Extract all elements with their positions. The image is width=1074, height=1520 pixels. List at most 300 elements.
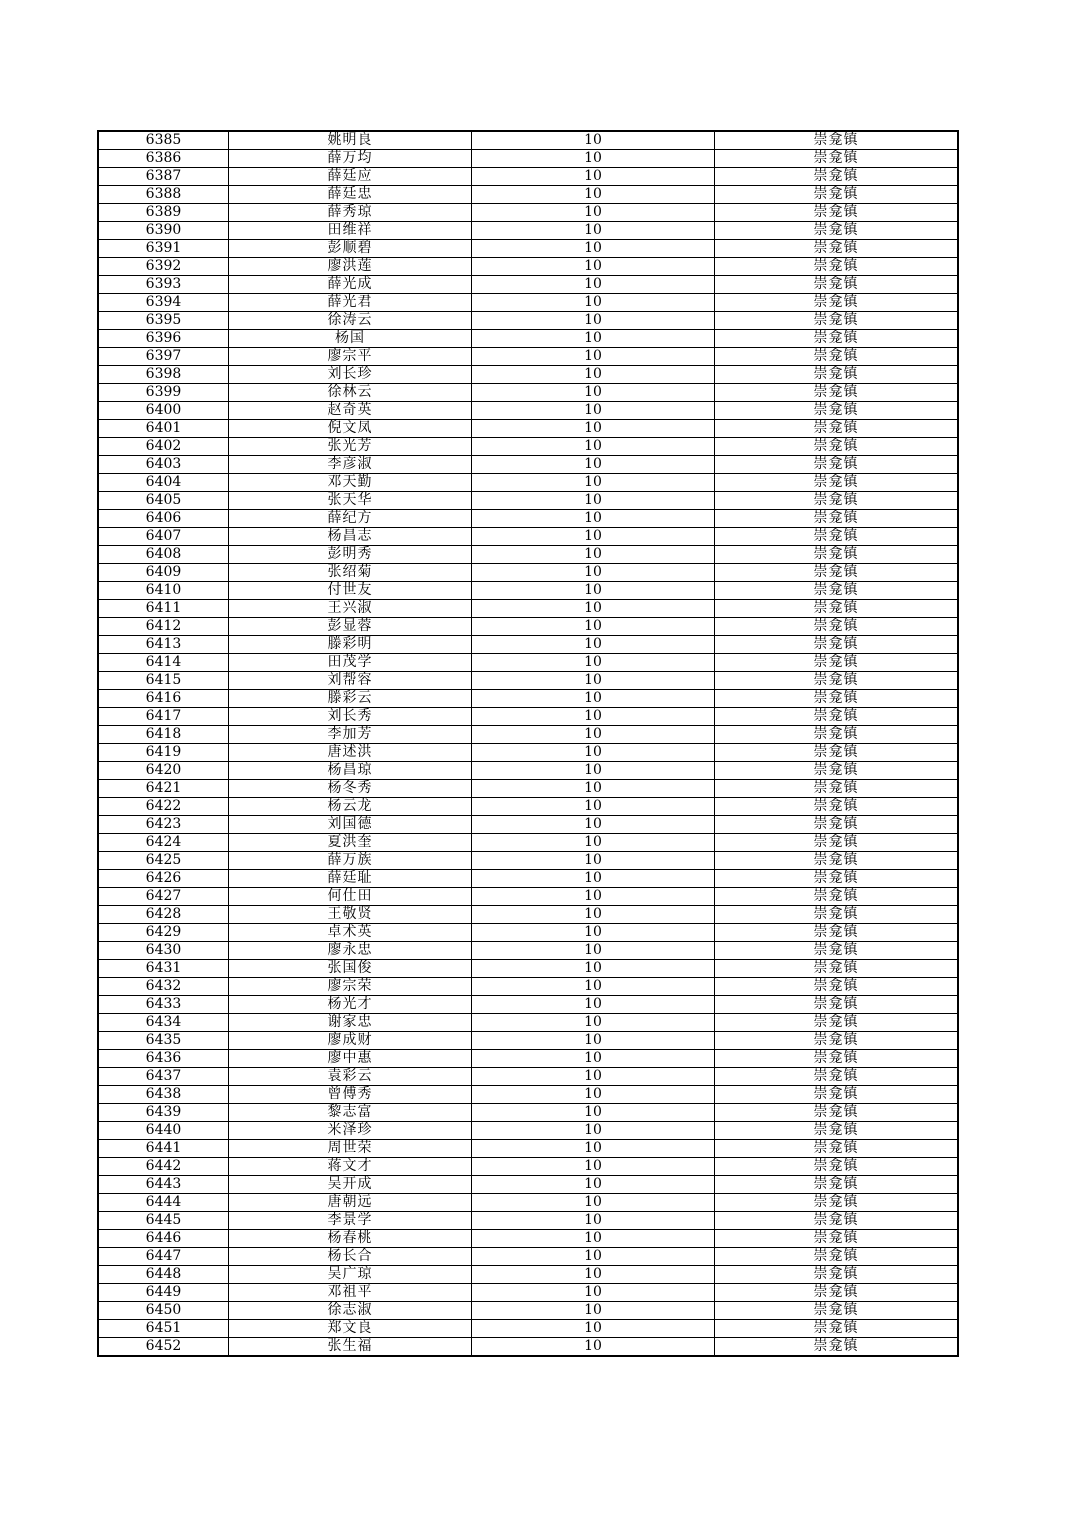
town-cell: 崇龛镇 xyxy=(715,1266,959,1284)
table-row xyxy=(98,816,958,834)
row-number-cell: 6396 xyxy=(98,330,229,348)
row-number-cell: 6390 xyxy=(98,222,229,240)
town-cell: 崇龛镇 xyxy=(715,131,959,150)
row-number-cell: 6417 xyxy=(98,708,229,726)
table-row xyxy=(98,978,958,996)
name-cell: 滕彩明 xyxy=(229,636,472,654)
town-cell: 崇龛镇 xyxy=(715,276,959,294)
amount-cell: 10 xyxy=(472,1104,715,1122)
table-row xyxy=(98,1140,958,1158)
table-row xyxy=(98,1302,958,1320)
amount-cell: 10 xyxy=(472,1122,715,1140)
row-number-cell: 6432 xyxy=(98,978,229,996)
amount-cell: 10 xyxy=(472,852,715,870)
row-number-cell: 6425 xyxy=(98,852,229,870)
name-cell: 李景学 xyxy=(229,1212,472,1230)
row-number-cell: 6405 xyxy=(98,492,229,510)
town-cell: 崇龛镇 xyxy=(715,1230,959,1248)
amount-cell: 10 xyxy=(472,564,715,582)
table-row xyxy=(98,1194,958,1212)
town-cell: 崇龛镇 xyxy=(715,870,959,888)
row-number-cell: 6440 xyxy=(98,1122,229,1140)
name-cell: 唐朝远 xyxy=(229,1194,472,1212)
name-cell: 曾傅秀 xyxy=(229,1086,472,1104)
table-row xyxy=(98,1068,958,1086)
amount-cell: 10 xyxy=(472,1086,715,1104)
amount-cell: 10 xyxy=(472,150,715,168)
row-number-cell: 6431 xyxy=(98,960,229,978)
row-number-cell: 6428 xyxy=(98,906,229,924)
name-cell: 徐林云 xyxy=(229,384,472,402)
row-number-cell: 6449 xyxy=(98,1284,229,1302)
name-cell: 杨云龙 xyxy=(229,798,472,816)
town-cell: 崇龛镇 xyxy=(715,258,959,276)
town-cell: 崇龛镇 xyxy=(715,654,959,672)
amount-cell: 10 xyxy=(472,294,715,312)
name-cell: 廖宗平 xyxy=(229,348,472,366)
row-number-cell: 6408 xyxy=(98,546,229,564)
table-row xyxy=(98,960,958,978)
row-number-cell: 6438 xyxy=(98,1086,229,1104)
amount-cell: 10 xyxy=(472,222,715,240)
name-cell: 杨国 xyxy=(229,330,472,348)
town-cell: 崇龛镇 xyxy=(715,240,959,258)
town-cell: 崇龛镇 xyxy=(715,834,959,852)
table-row xyxy=(98,852,958,870)
name-cell: 薛万均 xyxy=(229,150,472,168)
amount-cell: 10 xyxy=(472,546,715,564)
roster-table xyxy=(97,130,959,1357)
row-number-cell: 6415 xyxy=(98,672,229,690)
row-number-cell: 6439 xyxy=(98,1104,229,1122)
amount-cell: 10 xyxy=(472,438,715,456)
row-number-cell: 6388 xyxy=(98,186,229,204)
amount-cell: 10 xyxy=(472,600,715,618)
amount-cell: 10 xyxy=(472,1248,715,1266)
row-number-cell: 6419 xyxy=(98,744,229,762)
row-number-cell: 6435 xyxy=(98,1032,229,1050)
row-number-cell: 6395 xyxy=(98,312,229,330)
amount-cell: 10 xyxy=(472,510,715,528)
table-row xyxy=(98,222,958,240)
town-cell: 崇龛镇 xyxy=(715,1248,959,1266)
table-row xyxy=(98,1284,958,1302)
town-cell: 崇龛镇 xyxy=(715,330,959,348)
name-cell: 徐志淑 xyxy=(229,1302,472,1320)
table-row xyxy=(98,798,958,816)
amount-cell: 10 xyxy=(472,492,715,510)
town-cell: 崇龛镇 xyxy=(715,510,959,528)
name-cell: 薛廷应 xyxy=(229,168,472,186)
amount-cell: 10 xyxy=(472,384,715,402)
row-number-cell: 6441 xyxy=(98,1140,229,1158)
amount-cell: 10 xyxy=(472,888,715,906)
town-cell: 崇龛镇 xyxy=(715,582,959,600)
amount-cell: 10 xyxy=(472,1320,715,1338)
town-cell: 崇龛镇 xyxy=(715,564,959,582)
town-cell: 崇龛镇 xyxy=(715,348,959,366)
row-number-cell: 6403 xyxy=(98,456,229,474)
amount-cell: 10 xyxy=(472,456,715,474)
town-cell: 崇龛镇 xyxy=(715,474,959,492)
row-number-cell: 6451 xyxy=(98,1320,229,1338)
name-cell: 赵奇英 xyxy=(229,402,472,420)
name-cell: 王敬贤 xyxy=(229,906,472,924)
table-row xyxy=(98,870,958,888)
town-cell: 崇龛镇 xyxy=(715,1194,959,1212)
table-row xyxy=(98,312,958,330)
town-cell: 崇龛镇 xyxy=(715,726,959,744)
table-row xyxy=(98,330,958,348)
table-row xyxy=(98,402,958,420)
town-cell: 崇龛镇 xyxy=(715,888,959,906)
row-number-cell: 6434 xyxy=(98,1014,229,1032)
row-number-cell: 6404 xyxy=(98,474,229,492)
row-number-cell: 6410 xyxy=(98,582,229,600)
row-number-cell: 6427 xyxy=(98,888,229,906)
table-row xyxy=(98,654,958,672)
table-row xyxy=(98,726,958,744)
town-cell: 崇龛镇 xyxy=(715,708,959,726)
table-row xyxy=(98,1086,958,1104)
row-number-cell: 6391 xyxy=(98,240,229,258)
amount-cell: 10 xyxy=(472,582,715,600)
name-cell: 吴广琼 xyxy=(229,1266,472,1284)
amount-cell: 10 xyxy=(472,654,715,672)
town-cell: 崇龛镇 xyxy=(715,960,959,978)
table-row xyxy=(98,582,958,600)
table-row xyxy=(98,1122,958,1140)
amount-cell: 10 xyxy=(472,1230,715,1248)
town-cell: 崇龛镇 xyxy=(715,852,959,870)
town-cell: 崇龛镇 xyxy=(715,294,959,312)
amount-cell: 10 xyxy=(472,636,715,654)
town-cell: 崇龛镇 xyxy=(715,1212,959,1230)
row-number-cell: 6433 xyxy=(98,996,229,1014)
row-number-cell: 6446 xyxy=(98,1230,229,1248)
table-row xyxy=(98,618,958,636)
amount-cell: 10 xyxy=(472,1302,715,1320)
row-number-cell: 6416 xyxy=(98,690,229,708)
name-cell: 张光芳 xyxy=(229,438,472,456)
row-number-cell: 6407 xyxy=(98,528,229,546)
table-row xyxy=(98,384,958,402)
amount-cell: 10 xyxy=(472,726,715,744)
town-cell: 崇龛镇 xyxy=(715,1050,959,1068)
name-cell: 杨光才 xyxy=(229,996,472,1014)
table-row xyxy=(98,456,958,474)
amount-cell: 10 xyxy=(472,618,715,636)
town-cell: 崇龛镇 xyxy=(715,186,959,204)
town-cell: 崇龛镇 xyxy=(715,1086,959,1104)
row-number-cell: 6421 xyxy=(98,780,229,798)
name-cell: 付世友 xyxy=(229,582,472,600)
table-row xyxy=(98,1104,958,1122)
amount-cell: 10 xyxy=(472,348,715,366)
table-row xyxy=(98,348,958,366)
town-cell: 崇龛镇 xyxy=(715,798,959,816)
name-cell: 薛纪方 xyxy=(229,510,472,528)
amount-cell: 10 xyxy=(472,1032,715,1050)
row-number-cell: 6406 xyxy=(98,510,229,528)
amount-cell: 10 xyxy=(472,942,715,960)
table-row xyxy=(98,924,958,942)
row-number-cell: 6409 xyxy=(98,564,229,582)
name-cell: 廖中惠 xyxy=(229,1050,472,1068)
town-cell: 崇龛镇 xyxy=(715,1302,959,1320)
amount-cell: 10 xyxy=(472,258,715,276)
table-row xyxy=(98,1320,958,1338)
table-row xyxy=(98,1338,958,1357)
town-cell: 崇龛镇 xyxy=(715,690,959,708)
name-cell: 薛万族 xyxy=(229,852,472,870)
name-cell: 薛光君 xyxy=(229,294,472,312)
town-cell: 崇龛镇 xyxy=(715,1068,959,1086)
name-cell: 廖宗荣 xyxy=(229,978,472,996)
row-number-cell: 6442 xyxy=(98,1158,229,1176)
name-cell: 李彦淑 xyxy=(229,456,472,474)
town-cell: 崇龛镇 xyxy=(715,384,959,402)
town-cell: 崇龛镇 xyxy=(715,312,959,330)
name-cell: 谢家忠 xyxy=(229,1014,472,1032)
town-cell: 崇龛镇 xyxy=(715,1338,959,1357)
table-row xyxy=(98,906,958,924)
town-cell: 崇龛镇 xyxy=(715,1122,959,1140)
amount-cell: 10 xyxy=(472,1050,715,1068)
amount-cell: 10 xyxy=(472,186,715,204)
name-cell: 李加芳 xyxy=(229,726,472,744)
row-number-cell: 6436 xyxy=(98,1050,229,1068)
amount-cell: 10 xyxy=(472,834,715,852)
amount-cell: 10 xyxy=(472,402,715,420)
amount-cell: 10 xyxy=(472,960,715,978)
town-cell: 崇龛镇 xyxy=(715,744,959,762)
name-cell: 薛廷耻 xyxy=(229,870,472,888)
amount-cell: 10 xyxy=(472,528,715,546)
name-cell: 夏洪奎 xyxy=(229,834,472,852)
town-cell: 崇龛镇 xyxy=(715,618,959,636)
name-cell: 王兴淑 xyxy=(229,600,472,618)
amount-cell: 10 xyxy=(472,996,715,1014)
name-cell: 彭明秀 xyxy=(229,546,472,564)
amount-cell: 10 xyxy=(472,816,715,834)
town-cell: 崇龛镇 xyxy=(715,402,959,420)
table-row xyxy=(98,1032,958,1050)
name-cell: 张天华 xyxy=(229,492,472,510)
amount-cell: 10 xyxy=(472,1212,715,1230)
name-cell: 薛秀琼 xyxy=(229,204,472,222)
row-number-cell: 6424 xyxy=(98,834,229,852)
name-cell: 杨昌琼 xyxy=(229,762,472,780)
name-cell: 田维祥 xyxy=(229,222,472,240)
table-row xyxy=(98,888,958,906)
town-cell: 崇龛镇 xyxy=(715,150,959,168)
amount-cell: 10 xyxy=(472,366,715,384)
name-cell: 姚明良 xyxy=(229,131,472,150)
amount-cell: 10 xyxy=(472,240,715,258)
name-cell: 刘长秀 xyxy=(229,708,472,726)
table-row xyxy=(98,294,958,312)
name-cell: 何仕田 xyxy=(229,888,472,906)
amount-cell: 10 xyxy=(472,1194,715,1212)
amount-cell: 10 xyxy=(472,330,715,348)
amount-cell: 10 xyxy=(472,1176,715,1194)
table-row xyxy=(98,600,958,618)
table-row xyxy=(98,744,958,762)
town-cell: 崇龛镇 xyxy=(715,906,959,924)
town-cell: 崇龛镇 xyxy=(715,942,959,960)
name-cell: 周世荣 xyxy=(229,1140,472,1158)
name-cell: 刘帮容 xyxy=(229,672,472,690)
table-row xyxy=(98,672,958,690)
row-number-cell: 6402 xyxy=(98,438,229,456)
row-number-cell: 6393 xyxy=(98,276,229,294)
town-cell: 崇龛镇 xyxy=(715,600,959,618)
roster-body xyxy=(98,131,958,1356)
table-row xyxy=(98,708,958,726)
name-cell: 廖成财 xyxy=(229,1032,472,1050)
town-cell: 崇龛镇 xyxy=(715,438,959,456)
amount-cell: 10 xyxy=(472,1014,715,1032)
name-cell: 杨昌志 xyxy=(229,528,472,546)
name-cell: 倪文凤 xyxy=(229,420,472,438)
name-cell: 徐涛云 xyxy=(229,312,472,330)
town-cell: 崇龛镇 xyxy=(715,1140,959,1158)
row-number-cell: 6389 xyxy=(98,204,229,222)
town-cell: 崇龛镇 xyxy=(715,204,959,222)
table-row xyxy=(98,168,958,186)
table-row xyxy=(98,1050,958,1068)
row-number-cell: 6420 xyxy=(98,762,229,780)
town-cell: 崇龛镇 xyxy=(715,1014,959,1032)
name-cell: 黎志富 xyxy=(229,1104,472,1122)
table-row xyxy=(98,474,958,492)
amount-cell: 10 xyxy=(472,276,715,294)
town-cell: 崇龛镇 xyxy=(715,222,959,240)
row-number-cell: 6430 xyxy=(98,942,229,960)
town-cell: 崇龛镇 xyxy=(715,492,959,510)
table-row xyxy=(98,834,958,852)
name-cell: 刘长珍 xyxy=(229,366,472,384)
name-cell: 张国俊 xyxy=(229,960,472,978)
name-cell: 袁彩云 xyxy=(229,1068,472,1086)
town-cell: 崇龛镇 xyxy=(715,528,959,546)
table-row xyxy=(98,528,958,546)
name-cell: 彭顺碧 xyxy=(229,240,472,258)
table-row xyxy=(98,510,958,528)
town-cell: 崇龛镇 xyxy=(715,636,959,654)
name-cell: 蒋文才 xyxy=(229,1158,472,1176)
row-number-cell: 6414 xyxy=(98,654,229,672)
name-cell: 吴开成 xyxy=(229,1176,472,1194)
amount-cell: 10 xyxy=(472,1068,715,1086)
amount-cell: 10 xyxy=(472,1158,715,1176)
amount-cell: 10 xyxy=(472,672,715,690)
table-row xyxy=(98,366,958,384)
row-number-cell: 6423 xyxy=(98,816,229,834)
amount-cell: 10 xyxy=(472,762,715,780)
row-number-cell: 6400 xyxy=(98,402,229,420)
amount-cell: 10 xyxy=(472,131,715,150)
table-row xyxy=(98,1176,958,1194)
town-cell: 崇龛镇 xyxy=(715,546,959,564)
town-cell: 崇龛镇 xyxy=(715,1032,959,1050)
name-cell: 杨长合 xyxy=(229,1248,472,1266)
table-row xyxy=(98,204,958,222)
table-row xyxy=(98,942,958,960)
table-row xyxy=(98,1266,958,1284)
town-cell: 崇龛镇 xyxy=(715,672,959,690)
name-cell: 彭显蓉 xyxy=(229,618,472,636)
row-number-cell: 6385 xyxy=(98,131,229,150)
table-row xyxy=(98,996,958,1014)
row-number-cell: 6418 xyxy=(98,726,229,744)
row-number-cell: 6452 xyxy=(98,1338,229,1357)
amount-cell: 10 xyxy=(472,690,715,708)
table-row xyxy=(98,240,958,258)
name-cell: 郑文良 xyxy=(229,1320,472,1338)
amount-cell: 10 xyxy=(472,798,715,816)
amount-cell: 10 xyxy=(472,474,715,492)
row-number-cell: 6443 xyxy=(98,1176,229,1194)
town-cell: 崇龛镇 xyxy=(715,420,959,438)
row-number-cell: 6401 xyxy=(98,420,229,438)
name-cell: 田茂学 xyxy=(229,654,472,672)
table-row xyxy=(98,150,958,168)
table-row xyxy=(98,258,958,276)
town-cell: 崇龛镇 xyxy=(715,1284,959,1302)
amount-cell: 10 xyxy=(472,168,715,186)
amount-cell: 10 xyxy=(472,780,715,798)
amount-cell: 10 xyxy=(472,708,715,726)
amount-cell: 10 xyxy=(472,924,715,942)
table-row xyxy=(98,1230,958,1248)
table-row xyxy=(98,438,958,456)
table-row xyxy=(98,1212,958,1230)
name-cell: 邓祖平 xyxy=(229,1284,472,1302)
town-cell: 崇龛镇 xyxy=(715,816,959,834)
table-row xyxy=(98,1014,958,1032)
row-number-cell: 6447 xyxy=(98,1248,229,1266)
row-number-cell: 6387 xyxy=(98,168,229,186)
row-number-cell: 6448 xyxy=(98,1266,229,1284)
name-cell: 唐述洪 xyxy=(229,744,472,762)
row-number-cell: 6392 xyxy=(98,258,229,276)
amount-cell: 10 xyxy=(472,1140,715,1158)
amount-cell: 10 xyxy=(472,870,715,888)
name-cell: 张生福 xyxy=(229,1338,472,1357)
row-number-cell: 6397 xyxy=(98,348,229,366)
amount-cell: 10 xyxy=(472,420,715,438)
row-number-cell: 6444 xyxy=(98,1194,229,1212)
town-cell: 崇龛镇 xyxy=(715,996,959,1014)
name-cell: 薛光成 xyxy=(229,276,472,294)
town-cell: 崇龛镇 xyxy=(715,168,959,186)
row-number-cell: 6450 xyxy=(98,1302,229,1320)
table-row xyxy=(98,186,958,204)
table-row xyxy=(98,636,958,654)
town-cell: 崇龛镇 xyxy=(715,1320,959,1338)
town-cell: 崇龛镇 xyxy=(715,456,959,474)
row-number-cell: 6398 xyxy=(98,366,229,384)
town-cell: 崇龛镇 xyxy=(715,924,959,942)
town-cell: 崇龛镇 xyxy=(715,1176,959,1194)
town-cell: 崇龛镇 xyxy=(715,762,959,780)
name-cell: 廖洪莲 xyxy=(229,258,472,276)
town-cell: 崇龛镇 xyxy=(715,780,959,798)
row-number-cell: 6445 xyxy=(98,1212,229,1230)
table-row xyxy=(98,780,958,798)
